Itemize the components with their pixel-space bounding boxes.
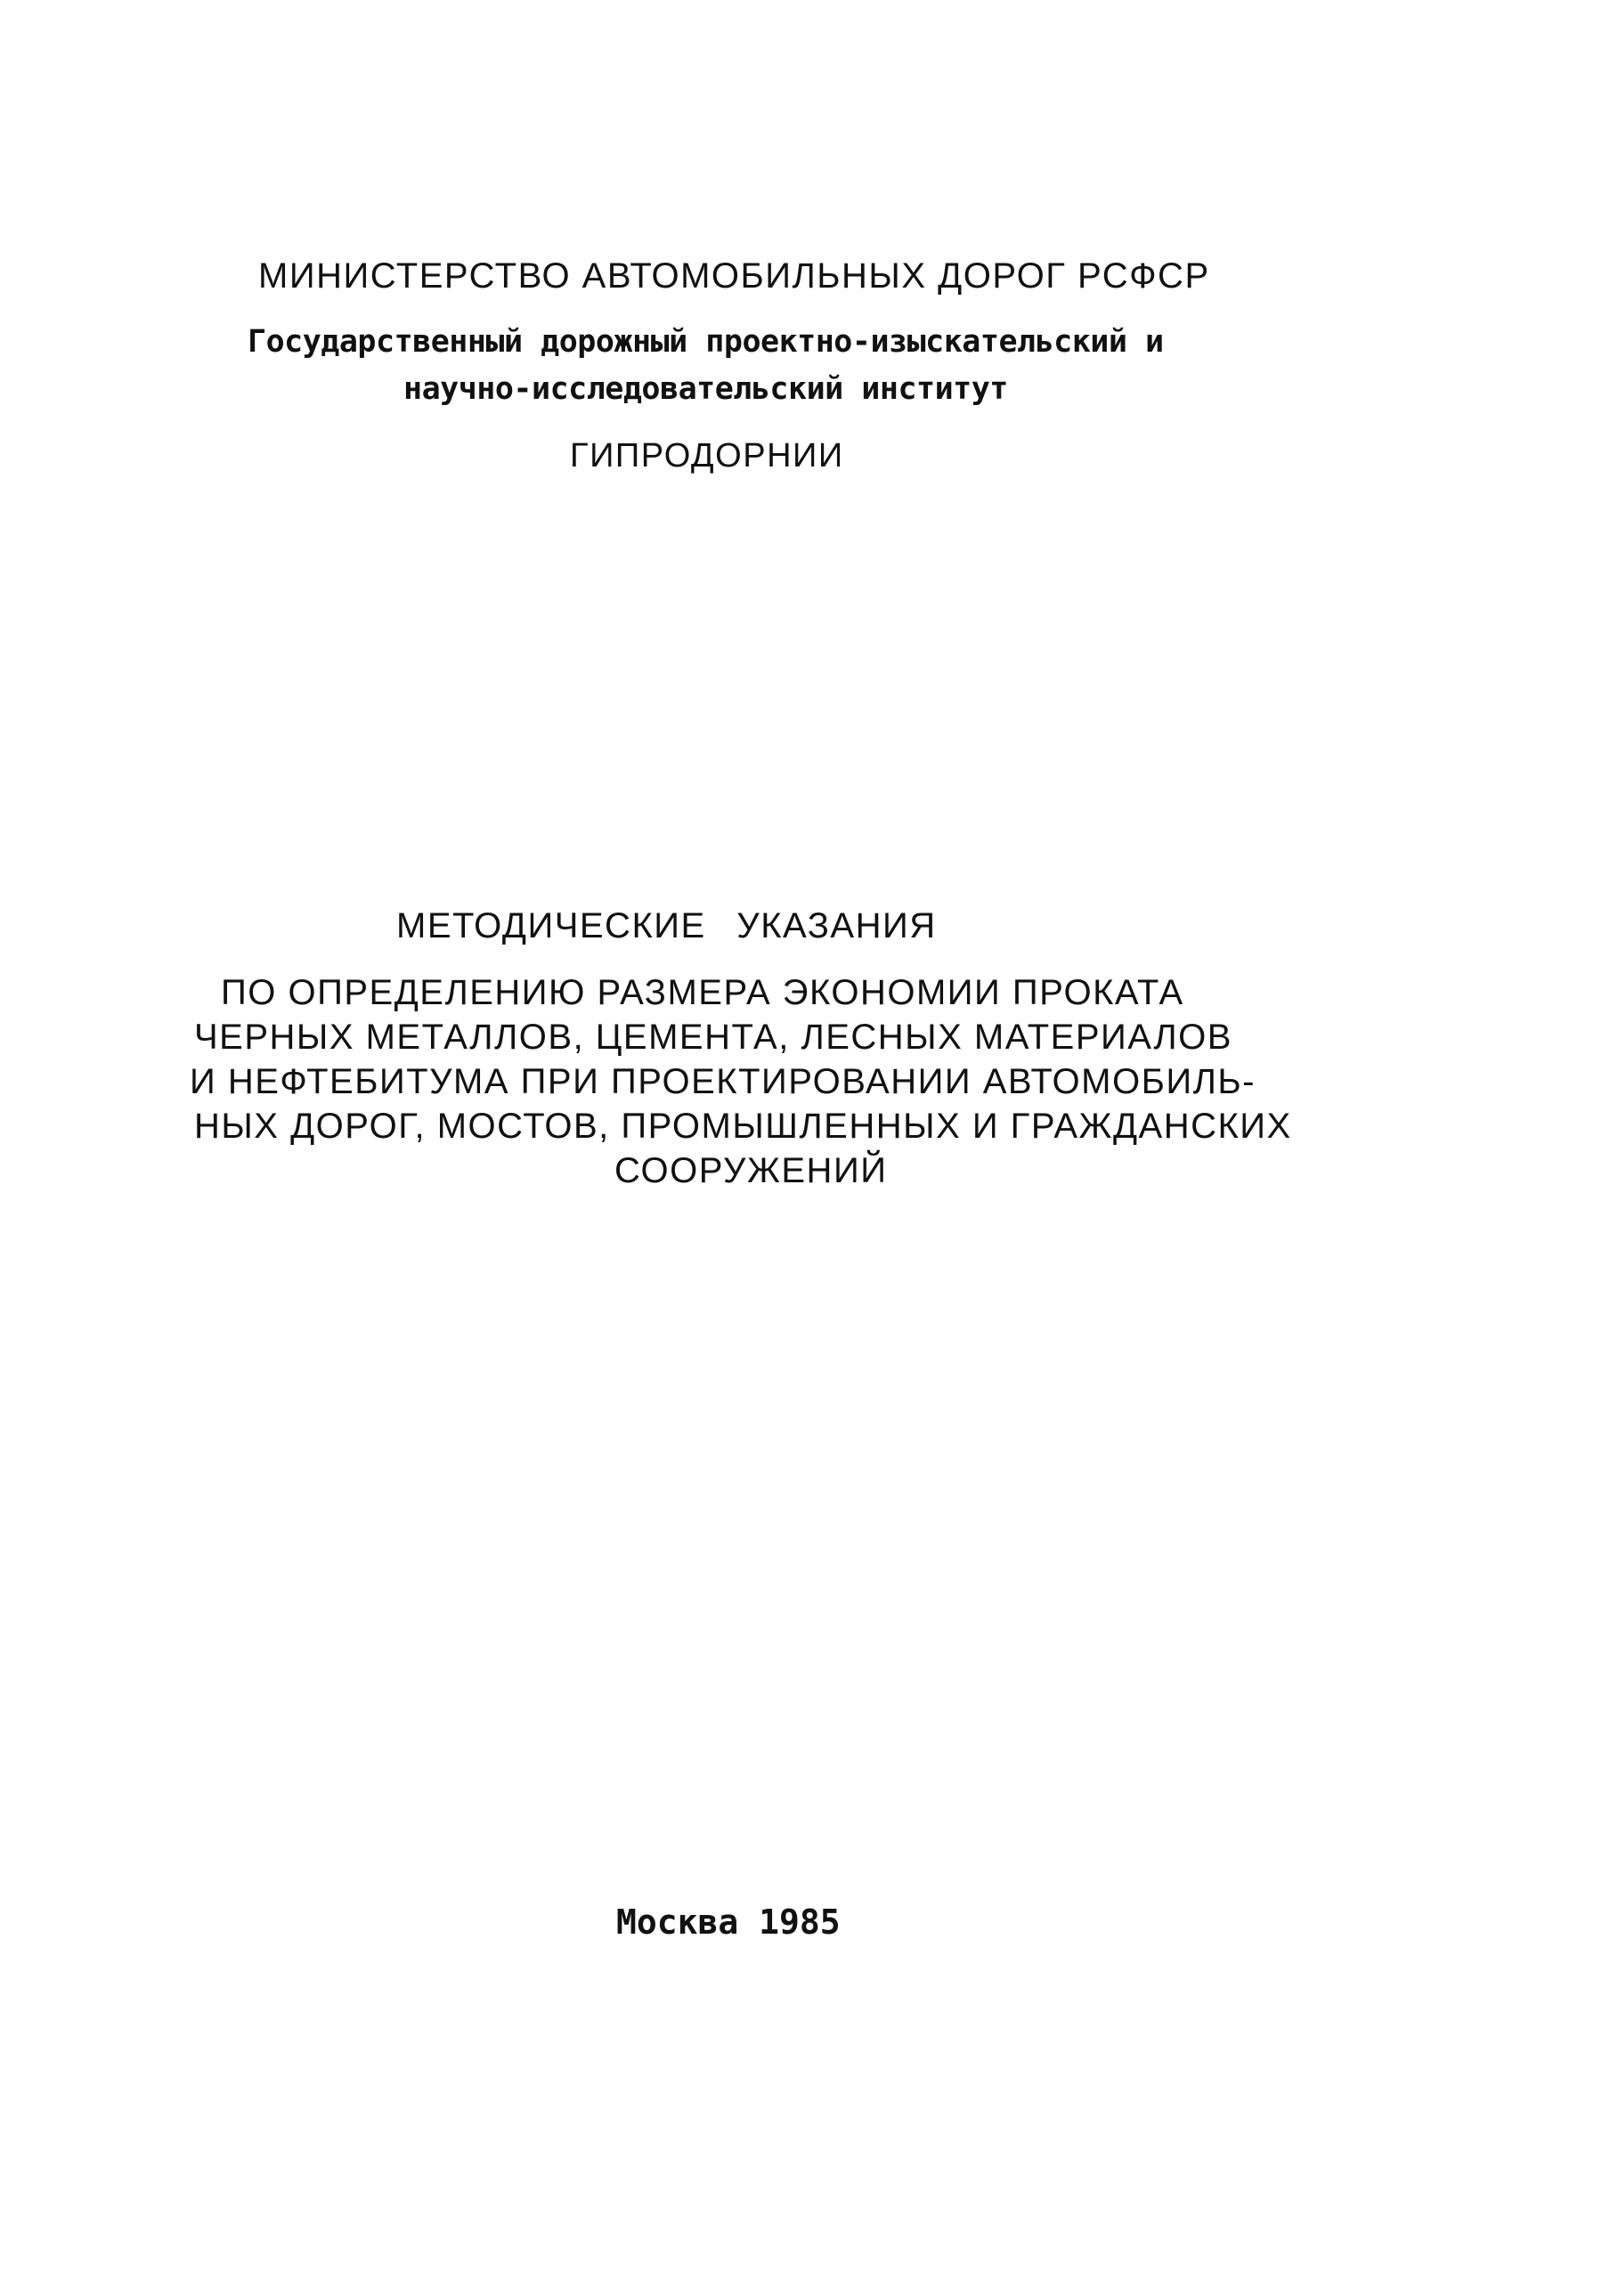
title-line: ЧЕРНЫХ МЕТАЛЛОВ, ЦЕМЕНТА, ЛЕСНЫХ МАТЕРИАЛОВ: [194, 1018, 1232, 1057]
ministry-name: МИНИСТЕРСТВО АВТОМОБИЛЬНЫХ ДОРОГ РСФСР: [258, 256, 1210, 296]
title-line: И НЕФТЕБИТУМА ПРИ ПРОЕКТИРОВАНИИ АВТОМОБИЛЬ-: [190, 1062, 1256, 1101]
title-line: ПО ОПРЕДЕЛЕНИЮ РАЗМЕРА ЭКОНОМИИ ПРОКАТА: [221, 973, 1184, 1012]
institute-name-line-1: Государственный дорожный проектно-изыскательский и: [248, 324, 1164, 360]
institute-acronym: ГИПРОДОРНИИ: [570, 437, 844, 475]
document-type: МЕТОДИЧЕСКИЕ УКАЗАНИЯ: [396, 906, 937, 945]
imprint-place-year: Москва 1985: [616, 1903, 841, 1942]
title-line: НЫХ ДОРОГ, МОСТОВ, ПРОМЫШЛЕННЫХ И ГРАЖДАНСКИХ: [194, 1107, 1292, 1146]
institute-name-line-2: научно-исследовательский институт: [403, 371, 1008, 407]
title-line: СООРУЖЕНИЙ: [614, 1151, 888, 1190]
